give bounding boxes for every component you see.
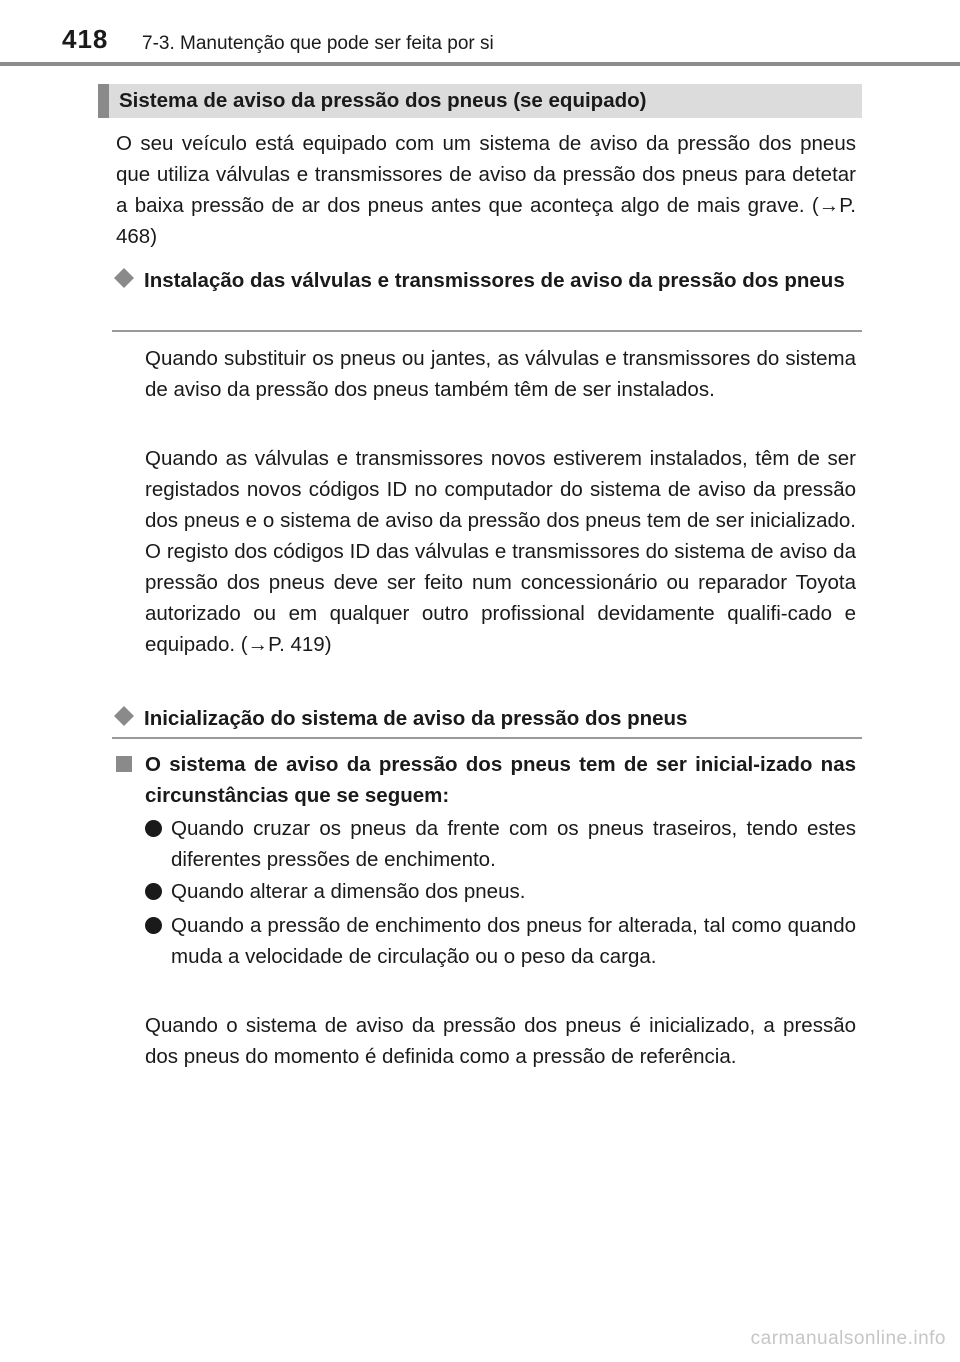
installation-paragraph-1: Quando substituir os pneus ou jantes, as válvulas e transmissores do sistema de aviso da pressão dos pneus também têm de ser instalados. (145, 347, 856, 401)
installation-paragraph-2: Quando as válvulas e transmissores novos estiverem instalados, têm de ser registados novos códigos ID no computador do sistema de aviso da pressão dos pneus e o sistema de aviso da pressão dos pneus tem de ser inicializado. O registo dos códigos ID das válvulas e transmissores do sistema de aviso da pressão dos pneus deve ser feito num concessionário ou reparador Toyota autorizado ou em qualquer outro profissional devidamente qualifi-cado e equipado. (→P. 419) (145, 447, 856, 656)
closing-paragraph: Quando o sistema de aviso da pressão dos pneus é inicializado, a pressão dos pneus do momento é definida como a pressão de referência. (145, 1014, 856, 1068)
chapter-title: 7-3. Manutenção que pode ser feita por si (142, 33, 494, 54)
page-header (0, 0, 960, 66)
square-icon (116, 756, 132, 772)
subsection-rule (112, 330, 862, 332)
page-number: 418 (62, 24, 109, 54)
subheading-text: O sistema de aviso da pressão dos pneus tem de ser inicial-izado nas circunstâncias que se seguem: (145, 753, 856, 807)
header-rule (0, 62, 960, 66)
circle-bullet-icon (145, 820, 162, 837)
list-item-text: Quando alterar a dimensão dos pneus. (171, 880, 526, 903)
circle-bullet-icon (145, 883, 162, 900)
list-item-text: Quando cruzar os pneus da frente com os pneus traseiros, tendo estes diferentes pressões de enchimento. (171, 817, 856, 871)
diamond-icon (114, 706, 134, 726)
list-item-text: Quando a pressão de enchimento dos pneus for alterada, tal como quando muda a velocidade de circulação ou o peso da carga. (171, 914, 856, 968)
subsection-title: Inicialização do sistema de aviso da pressão dos pneus (144, 707, 688, 730)
intro-paragraph: O seu veículo está equipado com um sistema de aviso da pressão dos pneus que utiliza válvulas e transmissores de aviso da pressão dos pneus para detetar a baixa pressão de ar dos pneus antes que aconteça algo de mais grave. (→P. 468) (116, 132, 856, 248)
section-title: Sistema de aviso da pressão dos pneus (se equipado) (119, 89, 647, 112)
subsection-rule (112, 737, 862, 739)
diamond-icon (114, 268, 134, 288)
circle-bullet-icon (145, 917, 162, 934)
watermark: carmanualsonline.info (750, 1328, 946, 1349)
subsection-title: Instalação das válvulas e transmissores de aviso da pressão dos pneus (144, 269, 845, 292)
section-title-bar (98, 84, 862, 118)
